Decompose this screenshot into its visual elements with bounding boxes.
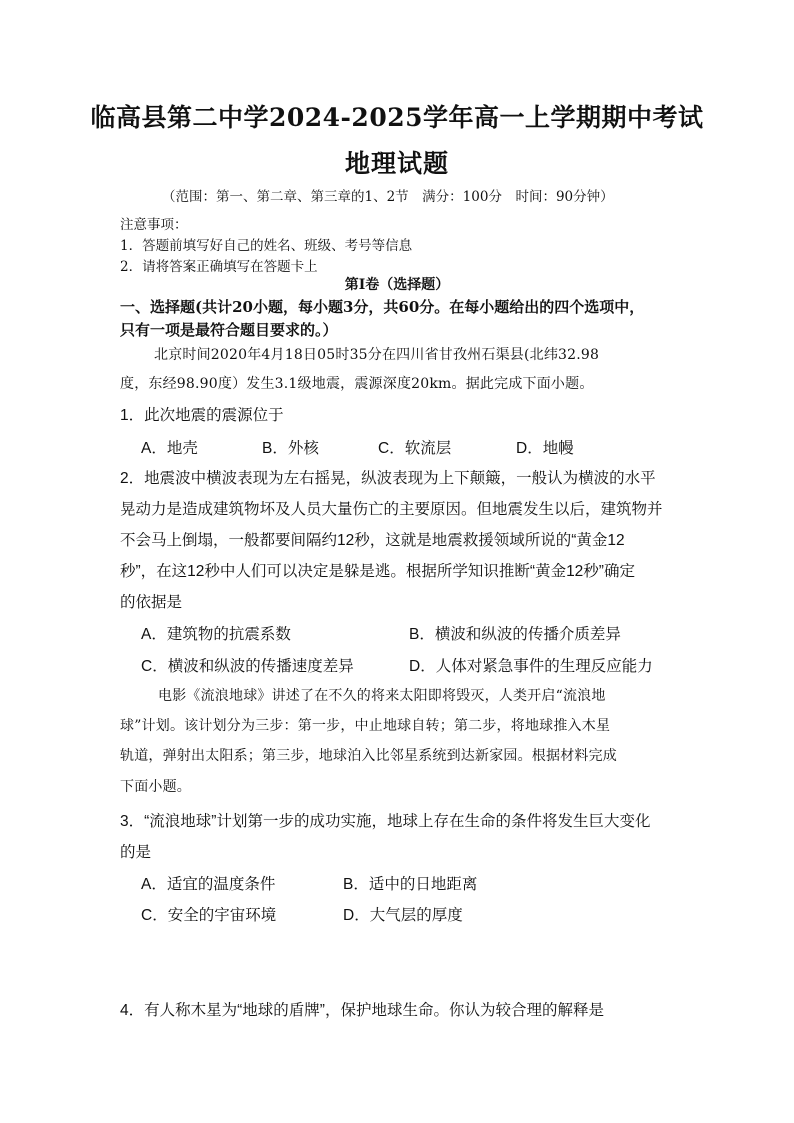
question-2-line-3: 不会马上倒塌，一般都要间隔约12秒，这就是地震救援领域所说的“黄金12 [120, 532, 625, 549]
question-4-line-1: 4．有人称木星为“地球的盾牌”，保护地球生命。你认为较合理的解释是 [120, 1002, 604, 1019]
section-title: 第Ⅰ卷（选择题） [344, 277, 450, 293]
question-2-line-4: 秒”，在这12秒中人们可以决定是躲是逃。根据所学知识推断“黄金12秒”确定 [120, 563, 635, 580]
question-1-stem: 1．此次地震的震源位于 [120, 407, 284, 424]
question-3-line-1: 3．“流浪地球”计划第一步的成功实施，地球上存在生命的条件将发生巨大变化 [120, 813, 651, 830]
question-1-option-d: D．地幔 [516, 440, 574, 457]
question-3-line-2: 的是 [120, 844, 152, 861]
question-2-option-d: D．人体对紧急事件的生理反应能力 [409, 658, 653, 675]
material-1-line-1: 北京时间2020年4月18日05时35分在四川省甘孜州石渠县(北纬32.98 [154, 347, 600, 363]
exam-subject-title: 地理试题 [344, 149, 449, 178]
material-2-line-2: 球”计划。该计划分为三步：第一步，中止地球自转；第二步，将地球推入木星 [120, 718, 611, 734]
material-2-line-4: 下面小题。 [120, 779, 191, 795]
question-1-option-a: A．地壳 [141, 440, 198, 457]
notes-heading: 注意事项： [120, 217, 188, 233]
notes-item-2: 2．请将答案正确填写在答题卡上 [120, 259, 318, 275]
question-3-option-d: D．大气层的厚度 [343, 907, 463, 924]
question-3-option-a: A．适宜的温度条件 [141, 876, 276, 893]
question-1-option-c: C．软流层 [378, 440, 452, 457]
section-instruction-line-2: 只有一项是最符合题目要求的。） [120, 321, 338, 339]
question-3-option-c: C．安全的宇宙环境 [141, 907, 277, 924]
section-instruction-line-1: 一、选择题(共计20小题，每小题3分，共60分。在每小题给出的四个选项中， [120, 298, 645, 316]
question-2-option-c: C．横波和纵波的传播速度差异 [141, 658, 354, 675]
question-2-line-2: 晃动力是造成建筑物坏及人员大量伤亡的主要原因。但地震发生以后，建筑物并 [120, 501, 663, 518]
exam-scope: （范围：第一、第二章、第三章的1、2节 满分：100分 时间：90分钟） [162, 189, 614, 205]
question-2-line-1: 2．地震波中横波表现为左右摇晃，纵波表现为上下颠簸，一般认为横波的水平 [120, 470, 656, 487]
exam-title: 临高县第二中学2024-2025学年高一上学期期中考试 [90, 103, 704, 132]
question-1-option-b: B．外核 [262, 440, 319, 457]
question-3-option-b: B．适中的日地距离 [343, 876, 478, 893]
material-1-line-2: 度，东经98.90度）发生3.1级地震，震源深度20km。据此完成下面小题。 [120, 376, 594, 392]
material-2-line-3: 轨道，弹射出太阳系；第三步，地球泊入比邻星系统到达新家园。根据材料完成 [120, 748, 617, 764]
notes-item-1: 1．答题前填写好自己的姓名、班级、考号等信息 [120, 238, 413, 254]
question-2-option-a: A．建筑物的抗震系数 [141, 626, 291, 643]
question-2-line-5: 的依据是 [120, 594, 183, 611]
question-2-option-b: B．横波和纵波的传播介质差异 [409, 626, 621, 643]
material-2-line-1: 电影《流浪地球》讲述了在不久的将来太阳即将毁灭，人类开启“流浪地 [158, 688, 606, 704]
